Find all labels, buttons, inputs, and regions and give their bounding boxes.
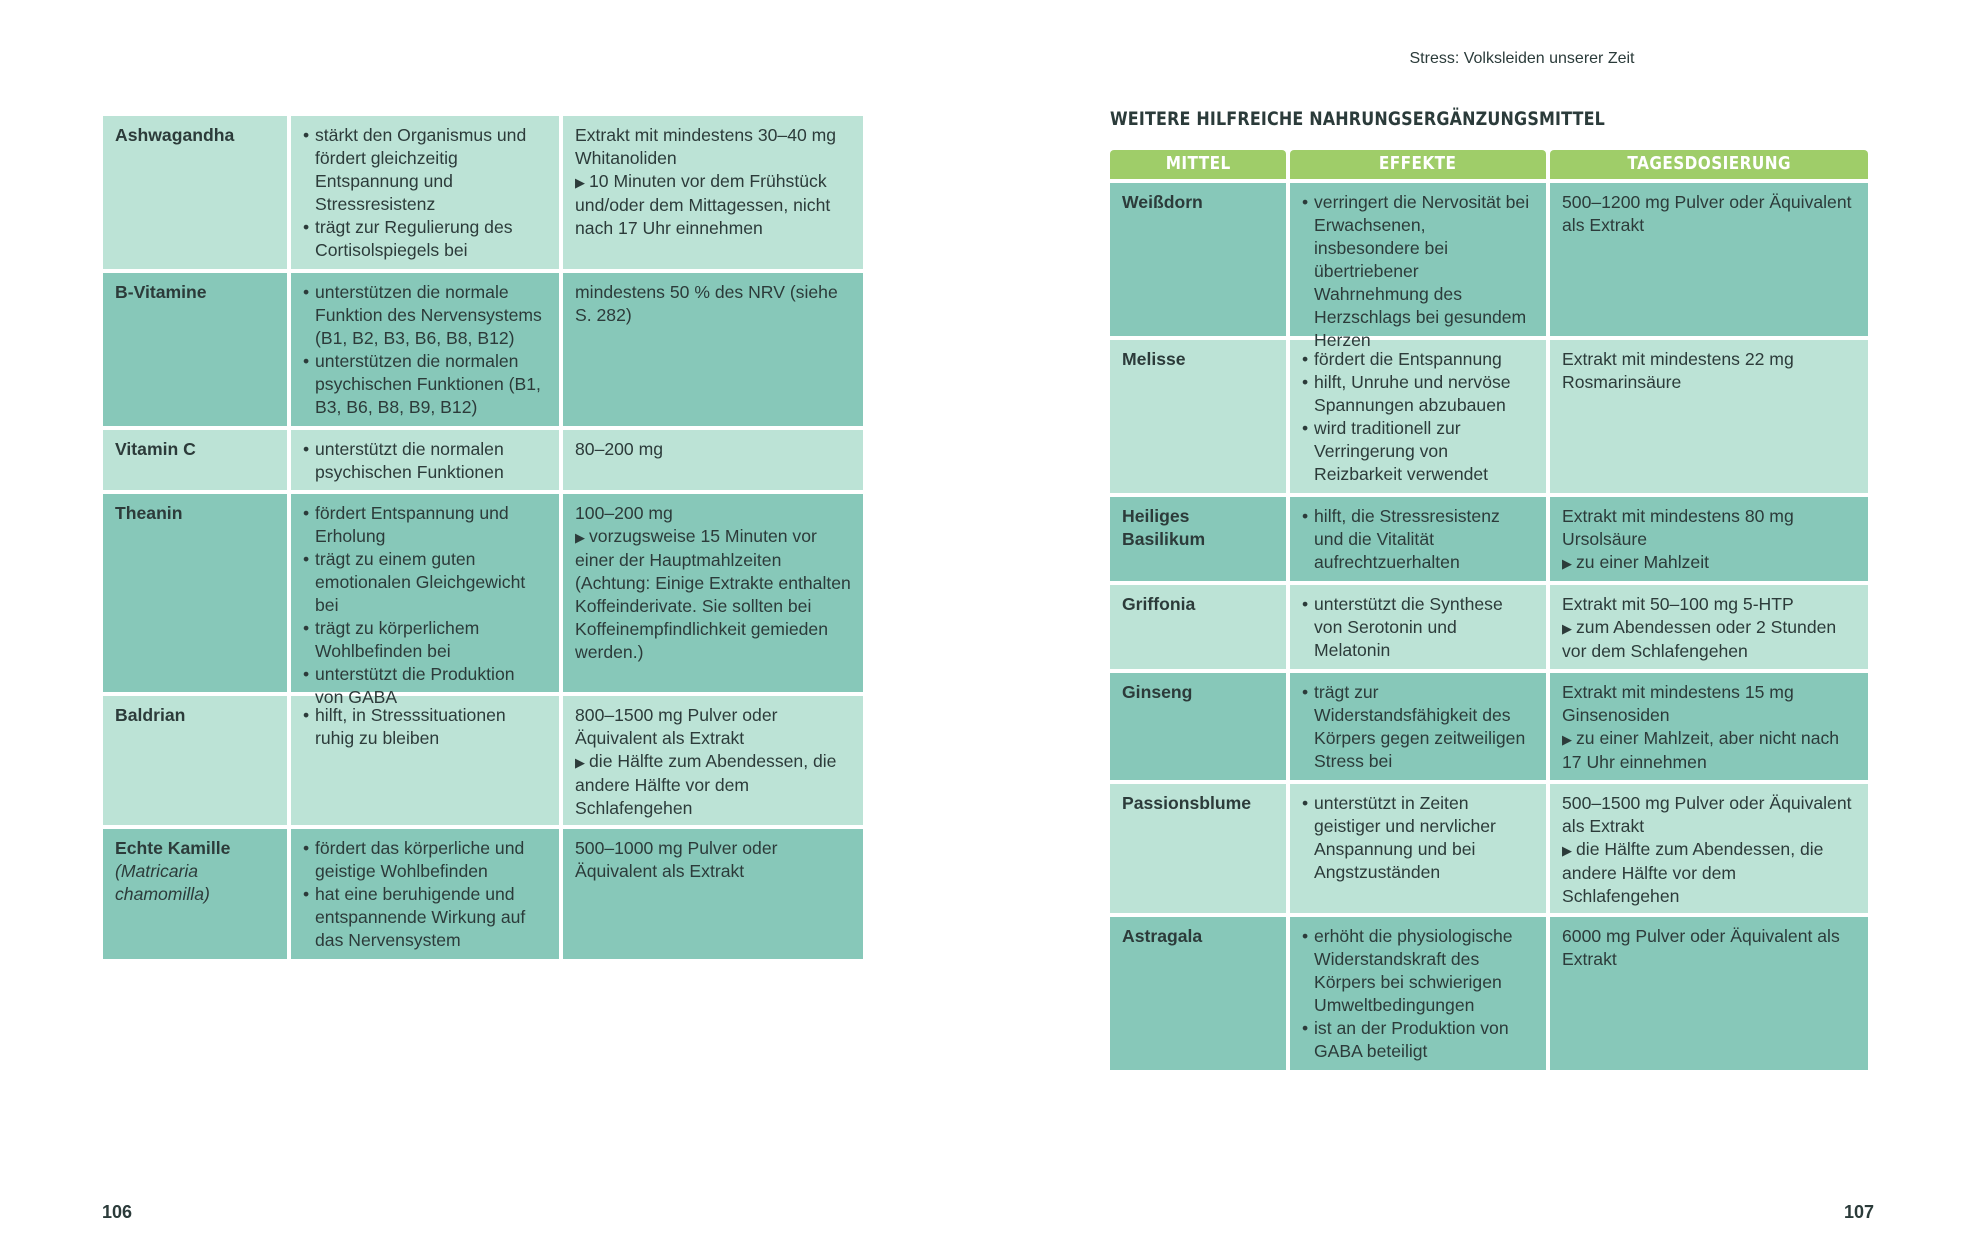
dosage-cell bbox=[563, 829, 863, 959]
table-row bbox=[1110, 497, 1870, 581]
effects-cell bbox=[291, 430, 559, 490]
dosage-text: 100–200 mg bbox=[575, 503, 673, 523]
table-row bbox=[103, 430, 863, 490]
arrow-right-icon: ▶ bbox=[575, 175, 585, 190]
effect-item: • hilft, Unruhe und nervöse Spannungen abzubauen bbox=[1302, 371, 1534, 417]
effect-item: • unterstützt die Synthese von Serotonin und Melatonin bbox=[1302, 593, 1534, 662]
dosage-note: 10 Minuten vor dem Frühstück und/oder dem Mittagessen, nicht nach 17 Uhr einnehmen bbox=[575, 171, 831, 238]
effects-cell bbox=[1290, 917, 1546, 1070]
dosage-cell bbox=[563, 494, 863, 692]
table-row bbox=[103, 829, 863, 959]
effects-cell bbox=[1290, 183, 1546, 350]
effect-item: • ist an der Produktion von GABA beteiligt bbox=[1302, 1017, 1534, 1063]
table-row bbox=[103, 696, 863, 825]
table-row bbox=[1110, 784, 1870, 913]
dosage-note: zu einer Mahlzeit bbox=[1576, 552, 1709, 572]
dosage-cell bbox=[563, 273, 863, 426]
supplement-name: Echte Kamille bbox=[115, 838, 231, 858]
running-head: Stress: Volksleiden unserer Zeit bbox=[1409, 50, 1635, 67]
effect-item: • unterstützt in Zeiten geistiger und nervlicher Anspannung und bei Angstzuständen bbox=[1302, 792, 1534, 884]
effects-cell bbox=[1290, 340, 1546, 493]
dosage-cell bbox=[563, 430, 863, 490]
effect-item: • unterstützen die normalen psychischen Funktionen (B1, B3, B6, B8, B9, B12) bbox=[303, 350, 547, 419]
supplement-name: Theanin bbox=[103, 494, 287, 692]
supplement-name: Griffonia bbox=[1110, 585, 1286, 669]
table-row bbox=[1110, 585, 1870, 669]
dosage-cell bbox=[563, 116, 863, 269]
effect-item: • hilft, in Stresssituationen ruhig zu bleiben bbox=[303, 704, 547, 750]
dosage-text: Extrakt mit 50–100 mg 5-HTP bbox=[1562, 594, 1794, 614]
dosage-text: 500–1500 mg Pulver oder Äquivalent als Extrakt bbox=[1562, 793, 1852, 836]
effects-cell bbox=[1290, 784, 1546, 913]
table-row bbox=[103, 273, 863, 426]
supplement-name: Ashwagandha bbox=[103, 116, 287, 269]
page-number: 107 bbox=[1844, 1202, 1875, 1222]
effects-cell bbox=[291, 494, 559, 707]
effects-cell bbox=[291, 273, 559, 426]
effect-item: • fördert das körperliche und geistige Wohlbefinden bbox=[303, 837, 547, 883]
dosage-note: die Hälfte zum Abendessen, die andere Hälfte vor dem Schlafengehen bbox=[1562, 839, 1824, 906]
effect-item: • erhöht die physiologische Widerstandskraft des Körpers bei schwierigen Umweltbedingungen bbox=[1302, 925, 1534, 1017]
arrow-right-icon: ▶ bbox=[1562, 732, 1572, 747]
table-row bbox=[1110, 340, 1870, 493]
effect-item: • unterstützen die normale Funktion des Nervensystems (B1, B2, B3, B6, B8, B12) bbox=[303, 281, 547, 350]
supplement-latin-name: (Matricaria chamomilla) bbox=[115, 861, 210, 904]
dosage-text: 500–1200 mg Pulver oder Äquivalent als Extrakt bbox=[1562, 192, 1852, 235]
dosage-text: 800–1500 mg Pulver oder Äquivalent als Extrakt bbox=[575, 705, 778, 748]
effect-item: • stärkt den Organismus und fördert gleichzeitig Entspannung und Stressresistenz bbox=[303, 124, 547, 216]
effects-cell bbox=[1290, 497, 1546, 581]
arrow-right-icon: ▶ bbox=[1562, 621, 1572, 636]
effect-item: • fördert Entspannung und Erholung bbox=[303, 502, 547, 548]
arrow-right-icon: ▶ bbox=[575, 530, 585, 545]
dosage-cell bbox=[1550, 585, 1868, 669]
page-number: 106 bbox=[102, 1202, 133, 1222]
arrow-right-icon: ▶ bbox=[575, 755, 585, 770]
column-header-effekte: EFFEKTE bbox=[1290, 150, 1546, 179]
dosage-cell bbox=[1550, 917, 1868, 1070]
supplement-name: B-Vitamine bbox=[103, 273, 287, 426]
effects-cell bbox=[291, 116, 559, 269]
dosage-cell bbox=[1550, 784, 1868, 913]
dosage-text: 80–200 mg bbox=[575, 439, 664, 459]
table-row bbox=[1110, 183, 1870, 350]
effect-item: • fördert die Entspannung bbox=[1302, 348, 1534, 371]
right-page bbox=[983, 0, 1966, 1256]
effect-item: • unterstützt die Produktion von GABA bbox=[303, 663, 547, 709]
column-header-tagesdosierung: TAGESDOSIERUNG bbox=[1550, 150, 1868, 179]
table-row bbox=[103, 116, 863, 269]
dosage-note: die Hälfte zum Abendessen, die andere Hälfte vor dem Schlafengehen bbox=[575, 751, 837, 818]
effect-item: • hilft, die Stressresistenz und die Vitalität aufrechtzuerhalten bbox=[1302, 505, 1534, 574]
dosage-text: Extrakt mit mindestens 80 mg Ursolsäure bbox=[1562, 506, 1794, 549]
dosage-cell bbox=[1550, 340, 1868, 493]
supplement-table-right bbox=[1110, 150, 1870, 1074]
table-row bbox=[1110, 673, 1870, 780]
table-row bbox=[1110, 917, 1870, 1070]
arrow-right-icon: ▶ bbox=[1562, 843, 1572, 858]
dosage-note: zum Abendessen oder 2 Stunden vor dem Schlafengehen bbox=[1562, 617, 1837, 661]
supplement-name: Melisse bbox=[1110, 340, 1286, 493]
supplement-name-cell bbox=[103, 829, 287, 959]
arrow-right-icon: ▶ bbox=[1562, 556, 1572, 571]
supplement-name: Heiliges Basilikum bbox=[1110, 497, 1286, 581]
effect-item: • trägt zu körperlichem Wohlbefinden bei bbox=[303, 617, 547, 663]
dosage-note: zu einer Mahlzeit, aber nicht nach 17 Uhr einnehmen bbox=[1562, 728, 1840, 772]
effect-item: • trägt zur Widerstandsfähigkeit des Körpers gegen zeitweiligen Stress bei bbox=[1302, 681, 1534, 773]
effect-item: • hat eine beruhigende und entspannende Wirkung auf das Nervensystem bbox=[303, 883, 547, 952]
supplement-name: Astragala bbox=[1110, 917, 1286, 1070]
dosage-cell bbox=[1550, 497, 1868, 581]
effect-item: • trägt zu einem guten emotionalen Gleichgewicht bei bbox=[303, 548, 547, 617]
dosage-text: Extrakt mit mindestens 30–40 mg Whitanoliden bbox=[575, 125, 837, 168]
effects-cell bbox=[1290, 673, 1546, 780]
supplement-name: Vitamin C bbox=[103, 430, 287, 490]
effect-item: • wird traditionell zur Verringerung von Reizbarkeit verwendet bbox=[1302, 417, 1534, 486]
supplement-name: Baldrian bbox=[103, 696, 287, 825]
effect-item: • unterstützt die normalen psychischen Funktionen bbox=[303, 438, 547, 484]
supplement-name: Weißdorn bbox=[1110, 183, 1286, 336]
supplement-name: Passionsblume bbox=[1110, 784, 1286, 913]
supplement-table-left bbox=[103, 116, 863, 963]
effect-item: • trägt zur Regulierung des Cortisolspiegels bei bbox=[303, 216, 547, 262]
dosage-text: 6000 mg Pulver oder Äquivalent als Extrakt bbox=[1562, 926, 1840, 969]
dosage-cell bbox=[1550, 183, 1868, 336]
effects-cell bbox=[291, 696, 559, 825]
dosage-text: 500–1000 mg Pulver oder Äquivalent als Extrakt bbox=[575, 838, 778, 881]
table-row bbox=[103, 494, 863, 707]
table-header-row bbox=[1110, 150, 1870, 179]
column-header-mittel: MITTEL bbox=[1110, 150, 1286, 179]
effect-item: • verringert die Nervosität bei Erwachsenen, insbesondere bei übertriebener Wahrnehmung des Herzschlags bei gesundem Herzen bbox=[1302, 191, 1534, 352]
dosage-cell bbox=[563, 696, 863, 825]
supplement-name: Ginseng bbox=[1110, 673, 1286, 780]
effects-cell bbox=[291, 829, 559, 959]
dosage-text: Extrakt mit mindestens 15 mg Ginsenosiden bbox=[1562, 682, 1794, 725]
dosage-text: Extrakt mit mindestens 22 mg Rosmarinsäure bbox=[1562, 349, 1794, 392]
dosage-cell bbox=[1550, 673, 1868, 780]
dosage-text: mindestens 50 % des NRV (siehe S. 282) bbox=[575, 282, 838, 325]
table-title: WEITERE HILFREICHE NAHRUNGSERGÄNZUNGSMITTEL bbox=[1110, 108, 1606, 130]
effects-cell bbox=[1290, 585, 1546, 669]
dosage-note: vorzugsweise 15 Minuten vor einer der Hauptmahlzeiten (Achtung: Einige Extrakte enthalten Koffeinderivate. Sie sollten bei Koffeinempfindlichkeit gemieden werden.) bbox=[575, 526, 851, 662]
